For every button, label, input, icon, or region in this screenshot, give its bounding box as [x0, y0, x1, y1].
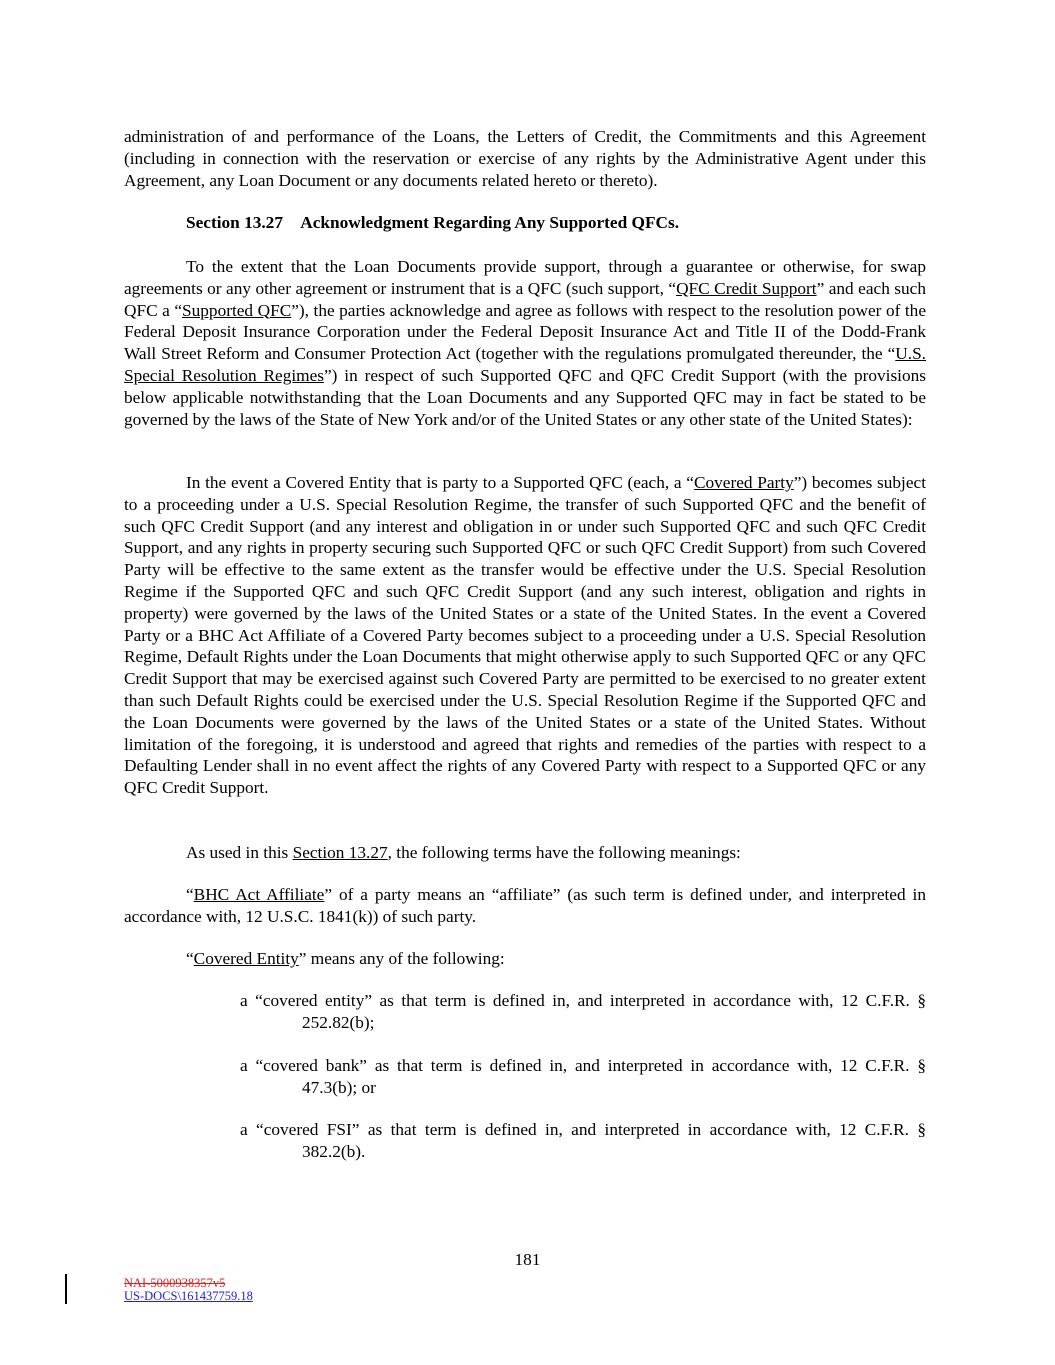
defined-term: Covered Entity: [193, 949, 299, 968]
text-segment: As used in this: [186, 843, 293, 862]
defined-term: U.S. Special Resolution Regimes: [124, 344, 926, 385]
inserted-document-id: US-DOCS\161437759.18: [124, 1289, 253, 1303]
list-item-covered-fsi: [178, 1119, 926, 1163]
text-segment: a “covered FSI” as that term is defined in, and interpreted in accordance with, 12 C.F.R. § 382.2(b).: [240, 1120, 926, 1161]
text-segment: ”) in respect of such Supported QFC and QFC Credit Support (with the provisions below applicable notwithstanding that the Loan Documents and any Supported QFC may in fact be stated to be governed by the laws of the State of New York and/or of the United States or any other state of the United States):: [124, 365, 926, 429]
text-segment: “: [186, 885, 194, 904]
text-segment: a “covered bank” as that term is defined in, and interpreted in accordance with, 12 C.F.R. § 47.3(b); or: [240, 1056, 926, 1097]
page-number: 181: [514, 1250, 541, 1269]
defined-term: QFC Credit Support: [676, 278, 817, 298]
text-segment: , the following terms have the following meanings:: [387, 843, 741, 862]
para-covered-entity: [124, 948, 926, 970]
para-bhc-affiliate: [124, 884, 926, 928]
text-segment: ” of a party means an “affiliate” (as such term is defined under, and interpreted in accordance with, 12 U.S.C. 1841(k)) of such party.: [124, 885, 926, 926]
text-segment: ” and each such QFC a “: [124, 278, 926, 320]
para-qfc-support: [124, 256, 926, 430]
text-segment: ”) becomes subject to a proceeding under a U.S. Special Resolution Regime, the transfer of such Supported QFC and the benefit of such QFC Credit Support (and any interest and obligation in or under such Supported QFC and such QFC Credit Support, and any rights in property securing such Supported QFC or such QFC Credit Support) from such Covered Party will be effective to the same extent as the transfer would be effective under the U.S. Special Resolution Regime if the Supported QFC and such QFC Credit Support (and any such interest, obligation and rights in property) were governed by the laws of the United States or a state of the United States. In the event a Covered Party or a BHC Act Affiliate of a Covered Party becomes subject to a proceeding under a U.S. Special Resolution Regime, Default Rights under the Loan Documents that might otherwise apply to such Supported QFC or any QFC Credit Support that may be exercised against such Covered Party are permitted to be exercised to no greater extent than such Default Rights could be exercised under the U.S. Special Resolution Regime if the Supported QFC and the Loan Documents were governed by the laws of the United States or a state of the United States. Without limitation of the foregoing, it is understood and agreed that rights and remedies of the parties with respect to a Defaulting Lender shall in no event affect the rights of any Covered Party with respect to a Supported QFC or any QFC Credit Support.: [124, 473, 926, 798]
text-segment: a “covered entity” as that term is defined in, and interpreted in accordance with, 12 C.F.R. § 252.82(b);: [240, 991, 926, 1032]
text-segment: Section 13.27 Acknowledgment Regarding Any Supported QFCs.: [186, 213, 680, 232]
para-continuation: [124, 126, 926, 191]
text-segment: ” means any of the following:: [298, 949, 505, 968]
defined-term: Section 13.27: [292, 843, 388, 862]
para-as-used: [124, 842, 926, 864]
defined-term: Supported QFC: [182, 300, 292, 320]
text-segment: To the extent that the Loan Documents provide support, through a guarantee or otherwise, for swap agreements or any other agreement or instrument that is a QFC (such support, “: [124, 257, 926, 298]
para-covered-party: [124, 472, 926, 799]
section-heading: [124, 212, 926, 234]
change-bar: [65, 1274, 67, 1304]
defined-term: Covered Party: [693, 473, 794, 492]
defined-term: BHC Act Affiliate: [193, 885, 325, 904]
list-item-covered-bank: [178, 1055, 926, 1099]
text-segment: administration of and performance of the Loans, the Letters of Credit, the Commitments and this Agreement (including in connection with the reservation or exercise of any rights by the Administrative Agent under this Agreement, any Loan Document or any documents related hereto or thereto).: [124, 127, 926, 190]
list-item-covered-entity: [178, 990, 926, 1034]
text-segment: “: [186, 949, 194, 968]
text-segment: In the event a Covered Entity that is party to a Supported QFC (each, a “: [186, 473, 694, 492]
text-segment: ”), the parties acknowledge and agree as follows with respect to the resolution power of the Federal Deposit Insurance Corporation under the Federal Deposit Insurance Act and Title II of the Dodd-Frank Wall Street Reform and Consumer Protection Act (together with the regulations promulgated thereunder, the “: [124, 300, 926, 364]
deleted-document-id: NAI-5000938357v5: [124, 1276, 226, 1290]
